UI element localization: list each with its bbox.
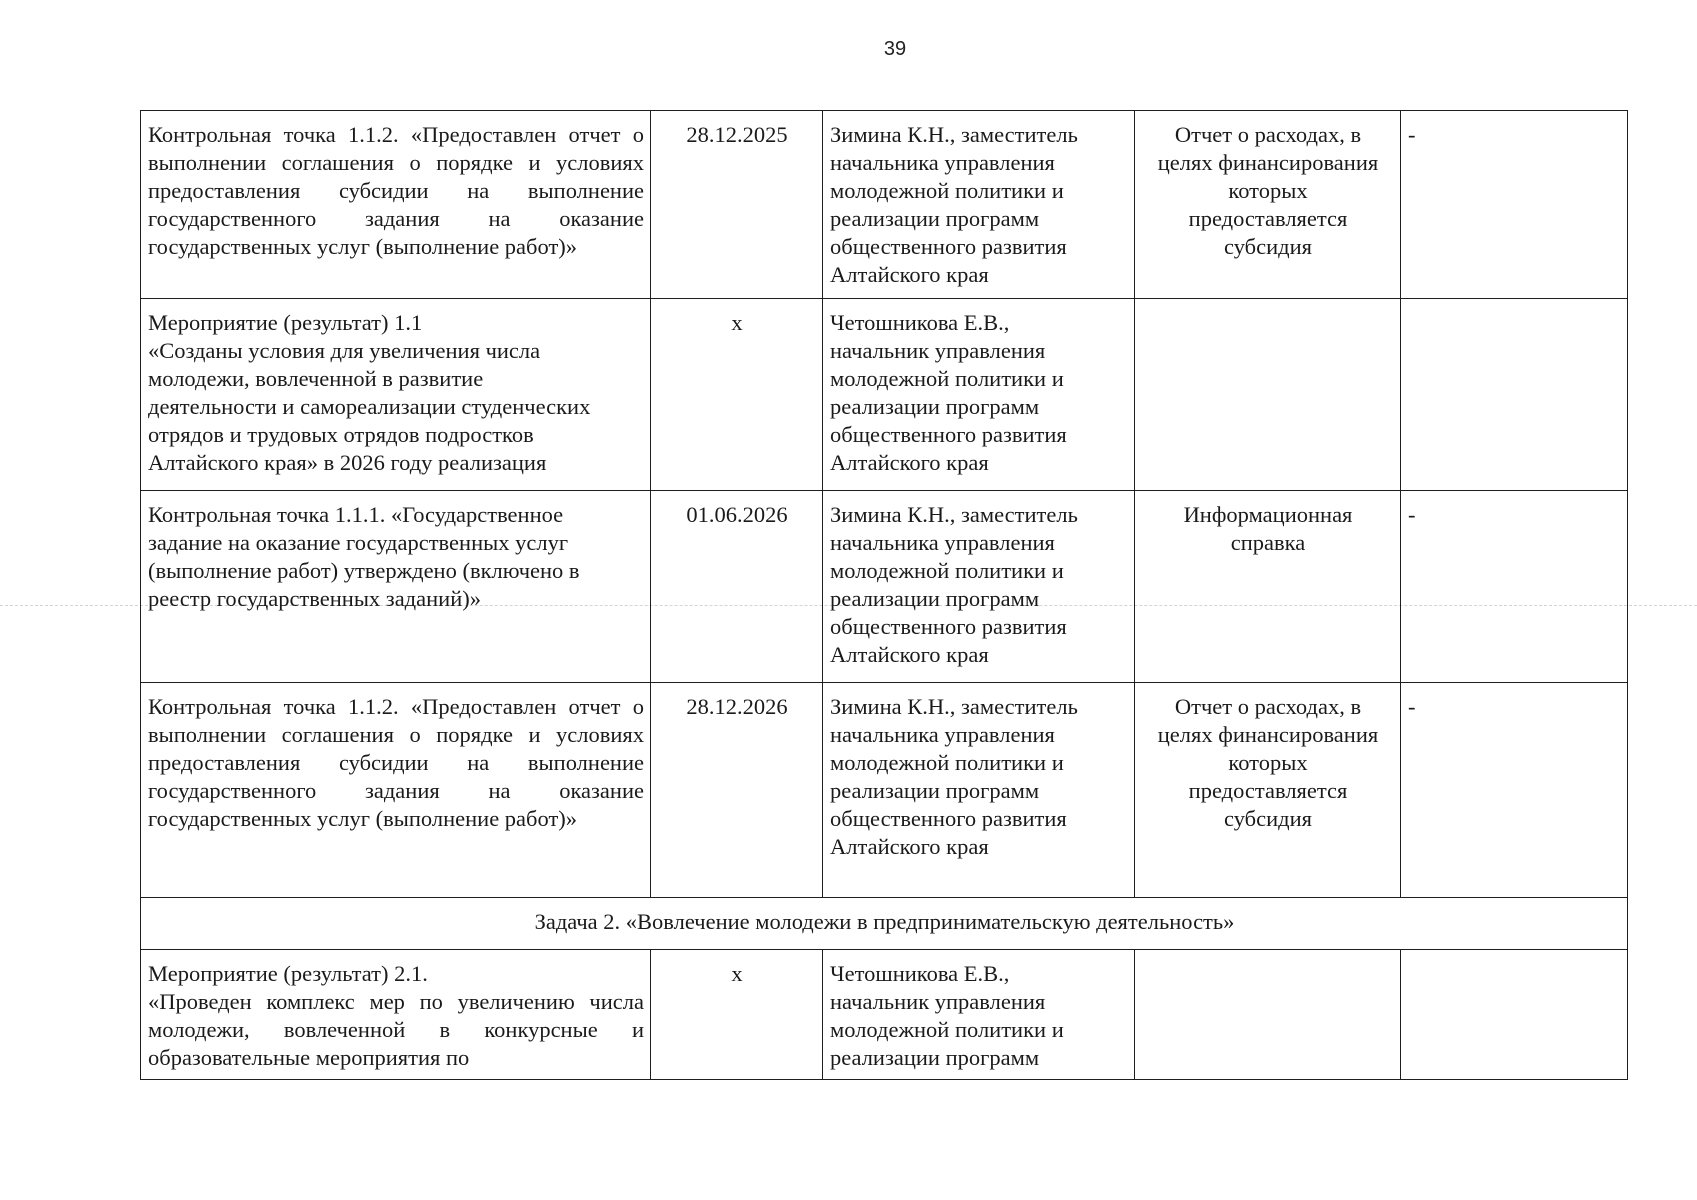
table-row — [141, 299, 1628, 491]
row-document-cell — [1135, 299, 1401, 491]
document-line: субсидия — [1224, 234, 1312, 259]
responsible-line: реализации программ — [830, 206, 1040, 231]
name-line: Алтайского края» в 2026 году реализация — [148, 450, 547, 475]
row-responsible-cell — [823, 111, 1135, 299]
responsible-line: реализации программ — [830, 586, 1040, 611]
responsible-line: Зимина К.Н., заместитель — [830, 694, 1078, 719]
document-line: предоставляется — [1188, 206, 1348, 231]
responsible-line: молодежной политики и — [830, 750, 1064, 775]
row-responsible-cell — [823, 491, 1135, 683]
row-document-cell — [1135, 683, 1401, 898]
row-system-cell: - — [1401, 491, 1628, 683]
responsible-line: общественного развития — [830, 422, 1067, 447]
row-responsible-cell — [823, 299, 1135, 491]
row-document-cell — [1135, 491, 1401, 683]
name-line: Мероприятие (результат) 2.1. — [148, 961, 428, 986]
plan-table — [140, 110, 1628, 1080]
row-system-cell — [1401, 299, 1628, 491]
row-responsible-cell — [823, 683, 1135, 898]
name-line: отрядов и трудовых отрядов подростков — [148, 422, 534, 447]
row-system-cell: - — [1401, 683, 1628, 898]
table-row — [141, 683, 1628, 898]
row-name-cell — [141, 491, 651, 683]
name-line: задание на оказание государственных услуг — [148, 530, 569, 555]
row-system-cell: - — [1401, 111, 1628, 299]
responsible-line: начальника управления — [830, 530, 1055, 555]
name-line: реестр государственных заданий)» — [148, 586, 481, 611]
row-name-cell — [141, 950, 651, 1080]
responsible-line: Алтайского края — [830, 642, 989, 667]
responsible-line: Четошникова Е.В., — [830, 310, 1010, 335]
responsible-line: общественного развития — [830, 806, 1067, 831]
name-line: «Созданы условия для увеличения числа — [148, 338, 541, 363]
table-row — [141, 491, 1628, 683]
responsible-line: молодежной политики и — [830, 558, 1064, 583]
responsible-line: Четошникова Е.В., — [830, 961, 1010, 986]
document-line: субсидия — [1224, 806, 1312, 831]
responsible-line: начальника управления — [830, 722, 1055, 747]
task-header-row — [141, 898, 1628, 950]
document-line: целях финансирования — [1157, 150, 1379, 175]
responsible-line: реализации программ — [830, 394, 1040, 419]
row-name-cell: Контрольная точка 1.1.2. «Предоставлен отчет о выполнении соглашения о порядке и условиях предоставления субсидии на выполнение государственного задания на оказание государственных услуг (выполнение работ)» — [141, 111, 651, 299]
row-date-cell: 28.12.2025 — [651, 111, 823, 299]
document-line: которых — [1228, 750, 1308, 775]
responsible-line: начальник управления — [830, 989, 1046, 1014]
responsible-line: Зимина К.Н., заместитель — [830, 502, 1078, 527]
name-line: молодежи, вовлеченной в развитие — [148, 366, 484, 391]
row-document-cell — [1135, 111, 1401, 299]
responsible-line: начальник управления — [830, 338, 1046, 363]
responsible-line: молодежной политики и — [830, 366, 1064, 391]
row-date-cell: 28.12.2026 — [651, 683, 823, 898]
document-line: справка — [1230, 530, 1306, 555]
responsible-line: общественного развития — [830, 614, 1067, 639]
page-number: 39 — [883, 38, 907, 60]
document-line: целях финансирования — [1157, 722, 1379, 747]
name-line: «Проведен комплекс мер по увеличению числа молодежи, вовлеченной в конкурсные и образовательные мероприятия по — [148, 989, 644, 1070]
row-date-cell: x — [651, 299, 823, 491]
responsible-line: реализации программ — [830, 778, 1040, 803]
responsible-line: общественного развития — [830, 234, 1067, 259]
row-date-cell: x — [651, 950, 823, 1080]
name-line: (выполнение работ) утверждено (включено в — [148, 558, 580, 583]
document-line: Отчет о расходах, в — [1174, 122, 1362, 147]
responsible-line: Алтайского края — [830, 262, 989, 287]
task-2-heading: Задача 2. «Вовлечение молодежи в предпринимательскую деятельность» — [141, 898, 1628, 950]
responsible-line: начальника управления — [830, 150, 1055, 175]
document-line: которых — [1228, 178, 1308, 203]
responsible-line: Зимина К.Н., заместитель — [830, 122, 1078, 147]
table-row — [141, 950, 1628, 1080]
responsible-line: Алтайского края — [830, 450, 989, 475]
document-line: Отчет о расходах, в — [1174, 694, 1362, 719]
row-responsible-cell — [823, 950, 1135, 1080]
document-line: Информационная — [1183, 502, 1353, 527]
table-row — [141, 111, 1628, 299]
name-line: Мероприятие (результат) 1.1 — [148, 310, 423, 335]
name-line: Контрольная точка 1.1.1. «Государственное — [148, 502, 564, 527]
row-document-cell — [1135, 950, 1401, 1080]
responsible-line: Алтайского края — [830, 834, 989, 859]
responsible-line: молодежной политики и — [830, 1017, 1064, 1042]
responsible-line: реализации программ — [830, 1045, 1040, 1070]
responsible-line: молодежной политики и — [830, 178, 1064, 203]
row-name-cell — [141, 299, 651, 491]
row-date-cell: 01.06.2026 — [651, 491, 823, 683]
name-line: деятельности и самореализации студенческих — [148, 394, 591, 419]
document-line: предоставляется — [1188, 778, 1348, 803]
row-name-cell: Контрольная точка 1.1.2. «Предоставлен отчет о выполнении соглашения о порядке и условиях предоставления субсидии на выполнение государственного задания на оказание государственных услуг (выполнение работ)» — [141, 683, 651, 898]
row-system-cell — [1401, 950, 1628, 1080]
